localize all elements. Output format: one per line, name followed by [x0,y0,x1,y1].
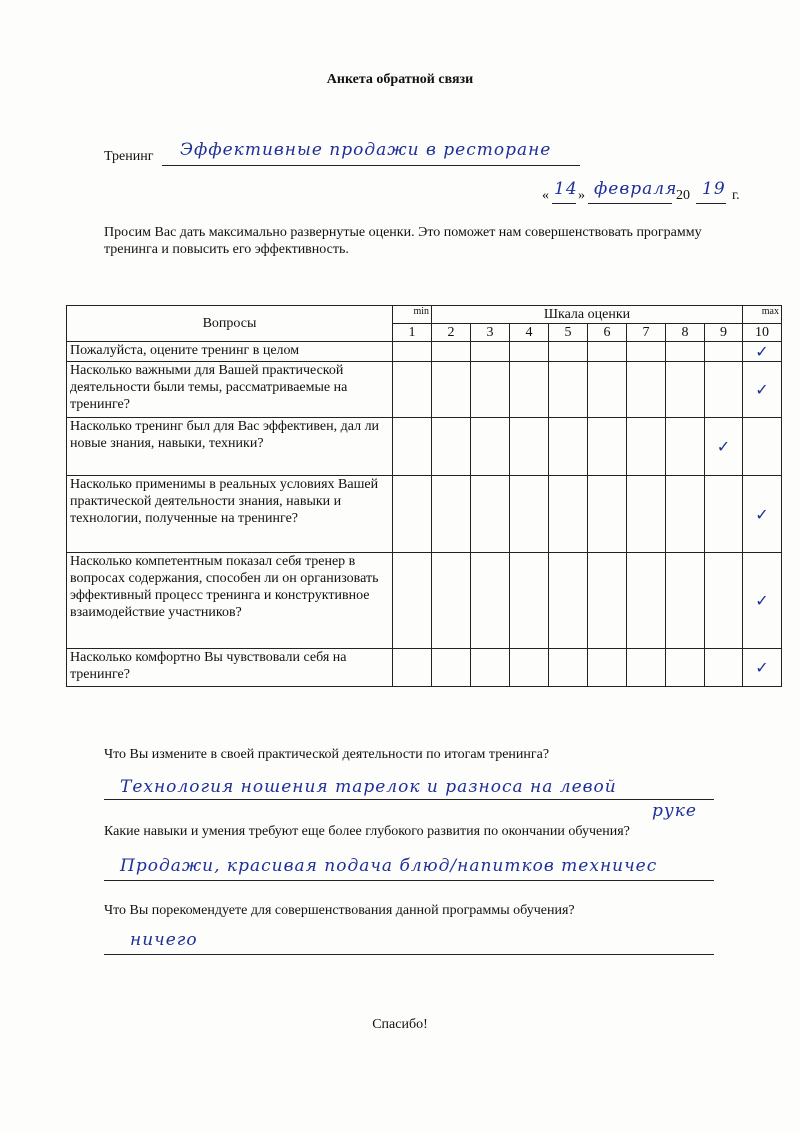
rating-cell-2[interactable] [432,418,471,476]
rating-cell-7[interactable] [627,418,666,476]
rating-table [66,305,782,687]
rating-cell-3[interactable] [471,362,510,418]
date-year-suffix[interactable]: 19 [702,179,726,199]
rating-cell-9[interactable] [705,476,743,553]
rating-cell-5[interactable] [549,342,588,362]
rating-cell-1[interactable] [393,362,432,418]
intro-text: Просим Вас дать максимально развернутые оценки. Это поможет нам совершенствовать программу тренинга и повысить его эффективность. [104,225,702,257]
rating-cell-10[interactable] [743,476,782,553]
rating-cell-4[interactable] [510,362,549,418]
scale-number: 8 [666,324,705,342]
rating-cell-3[interactable] [471,418,510,476]
answer-2[interactable]: Продажи, красивая подача блюд/напитков техничес [120,856,658,876]
rating-cell-5[interactable] [549,362,588,418]
date-year-prefix: 20 [676,188,690,203]
question-text: Насколько компетентным показал себя тренер в вопросах содержания, способен ли он организовать эффективный процесс тренинга и конструктивное взаимодействие участников? [67,553,393,649]
answer-1[interactable]: Технология ношения тарелок и разноса на левой [120,777,617,797]
rating-cell-8[interactable] [666,649,705,687]
date-suffix: г. [732,188,740,203]
rating-cell-6[interactable] [588,342,627,362]
question-row [67,418,782,476]
question-text: Насколько важными для Вашей практической деятельности были темы, рассматриваемые на тренинге? [67,362,393,418]
answer-3[interactable]: ничего [130,930,198,950]
scale-number: 5 [549,324,588,342]
rating-cell-3[interactable] [471,476,510,553]
rating-cell-1[interactable] [393,649,432,687]
rating-cell-5[interactable] [549,418,588,476]
rating-cell-9[interactable] [705,342,743,362]
rating-cell-4[interactable] [510,342,549,362]
rating-cell-4[interactable] [510,553,549,649]
rating-cell-9[interactable] [705,362,743,418]
rating-cell-6[interactable] [588,553,627,649]
rating-cell-6[interactable] [588,649,627,687]
rating-cell-8[interactable] [666,342,705,362]
question-row [67,342,782,362]
date-month[interactable]: февраля [594,179,678,199]
questions-header: Вопросы [67,306,393,342]
rating-cell-10[interactable] [743,418,782,476]
scale-number: 7 [627,324,666,342]
rating-cell-10[interactable] [743,362,782,418]
rating-cell-6[interactable] [588,476,627,553]
rating-cell-4[interactable] [510,418,549,476]
rating-cell-3[interactable] [471,553,510,649]
rating-cell-7[interactable] [627,553,666,649]
rating-cell-1[interactable] [393,476,432,553]
rating-cell-7[interactable] [627,649,666,687]
date-year-underline [696,203,726,204]
training-underline [162,165,580,166]
rating-cell-1[interactable] [393,342,432,362]
date-row [542,179,742,207]
rating-cell-8[interactable] [666,362,705,418]
rating-cell-5[interactable] [549,553,588,649]
rating-cell-9[interactable] [705,649,743,687]
check-mark-icon: ✓ [755,591,769,610]
training-value[interactable]: Эффективные продажи в ресторане [180,140,552,160]
scale-number: 3 [471,324,510,342]
date-close-quote: » [578,188,585,203]
check-mark-icon: ✓ [755,658,769,677]
rating-cell-7[interactable] [627,342,666,362]
rating-cell-8[interactable] [666,418,705,476]
check-mark-icon: ✓ [716,437,731,456]
rating-cell-3[interactable] [471,342,510,362]
question-text: Насколько применимы в реальных условиях Вашей практической деятельности знания, навыки и технологии, полученные на тренинге? [67,476,393,553]
date-open-quote: « [542,188,549,203]
question-text: Насколько комфортно Вы чувствовали себя на тренинге? [67,649,393,687]
open-question-2: Какие навыки и умения требуют еще более глубокого развития по окончании обучения? [104,824,630,839]
rating-cell-2[interactable] [432,362,471,418]
date-month-underline [588,203,672,204]
rating-cell-6[interactable] [588,362,627,418]
question-row [67,476,782,553]
check-mark-icon: ✓ [755,342,769,361]
answer-1-extra[interactable]: руке [652,801,697,821]
thanks-text: Спасибо! [372,1017,428,1032]
rating-cell-9[interactable] [705,553,743,649]
scale-header: Шкала оценки [432,306,743,324]
rating-cell-3[interactable] [471,649,510,687]
min-label: min [393,306,432,324]
rating-cell-4[interactable] [510,476,549,553]
check-mark-icon: ✓ [755,504,769,524]
question-row [67,553,782,649]
question-row [67,649,782,687]
question-row [67,362,782,418]
rating-cell-8[interactable] [666,476,705,553]
question-text: Насколько тренинг был для Вас эффективен, дал ли новые знания, навыки, техники? [67,418,393,476]
rating-cell-9[interactable] [705,418,743,476]
answer-3-underline [104,954,714,955]
rating-cell-4[interactable] [510,649,549,687]
rating-cell-8[interactable] [666,553,705,649]
rating-cell-10[interactable] [743,342,782,362]
scale-number: 10 [743,324,782,342]
rating-cell-2[interactable] [432,649,471,687]
question-text: Пожалуйста, оцените тренинг в целом [67,342,393,362]
open-question-3: Что Вы порекомендуете для совершенствования данной программы обучения? [104,903,575,918]
scale-number: 9 [705,324,743,342]
max-label: max [743,306,782,324]
rating-cell-5[interactable] [549,476,588,553]
date-day-underline [552,203,576,204]
rating-cell-5[interactable] [549,649,588,687]
rating-cell-6[interactable] [588,418,627,476]
rating-cell-7[interactable] [627,362,666,418]
rating-cell-1[interactable] [393,418,432,476]
date-day[interactable]: 14 [554,179,578,199]
rating-cell-1[interactable] [393,553,432,649]
rating-cell-2[interactable] [432,342,471,362]
rating-cell-10[interactable] [743,649,782,687]
scale-number: 4 [510,324,549,342]
training-label: Тренинг [104,149,154,164]
rating-cell-10[interactable] [743,553,782,649]
rating-cell-7[interactable] [627,476,666,553]
scale-number: 2 [432,324,471,342]
answer-2-underline [104,880,714,881]
rating-cell-2[interactable] [432,553,471,649]
rating-cell-2[interactable] [432,476,471,553]
scale-number: 6 [588,324,627,342]
form-title: Анкета обратной связи [326,72,474,87]
answer-1-underline [104,799,714,800]
scale-number: 1 [393,324,432,342]
check-mark-icon: ✓ [755,380,769,399]
open-question-1: Что Вы измените в своей практической деятельности по итогам тренинга? [104,747,550,762]
